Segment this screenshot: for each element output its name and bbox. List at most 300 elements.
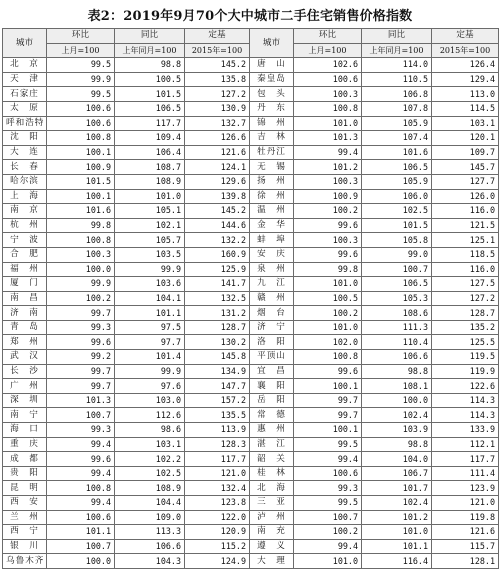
city-cell: 南 充 <box>250 525 294 540</box>
city-cell: 南 京 <box>3 204 47 219</box>
base-cell: 128.7 <box>432 306 499 321</box>
base-cell: 127.5 <box>432 277 499 292</box>
mom-cell: 100.0 <box>47 262 115 277</box>
city-cell: 海 口 <box>3 423 47 438</box>
base-cell: 127.2 <box>432 291 499 306</box>
table-row <box>3 277 499 292</box>
base-cell: 133.9 <box>432 423 499 438</box>
base-cell: 115.2 <box>185 539 250 554</box>
mom-cell: 99.3 <box>294 481 362 496</box>
mom-cell: 100.1 <box>47 189 115 204</box>
base-cell: 141.7 <box>185 277 250 292</box>
base-cell: 130.2 <box>185 335 250 350</box>
base-cell: 132.4 <box>185 481 250 496</box>
mom-cell: 99.3 <box>47 320 115 335</box>
yoy-cell: 103.1 <box>115 437 185 452</box>
city-cell: 泉 州 <box>250 262 294 277</box>
table-body <box>3 58 499 569</box>
header-city-right: 城市 <box>250 29 294 58</box>
table-row <box>3 466 499 481</box>
mom-cell: 99.6 <box>294 218 362 233</box>
base-cell: 122.6 <box>432 379 499 394</box>
city-cell: 哈尔滨 <box>3 174 47 189</box>
city-cell: 安 庆 <box>250 247 294 262</box>
table-row <box>3 481 499 496</box>
base-cell: 114.5 <box>432 101 499 116</box>
city-cell: 温 州 <box>250 204 294 219</box>
yoy-cell: 113.3 <box>115 525 185 540</box>
header-city-left: 城市 <box>3 29 47 58</box>
mom-cell: 100.6 <box>47 510 115 525</box>
table-row <box>3 218 499 233</box>
yoy-cell: 108.1 <box>362 379 432 394</box>
city-cell: 大 理 <box>250 554 294 569</box>
city-cell: 贵 阳 <box>3 466 47 481</box>
city-cell: 三 亚 <box>250 496 294 511</box>
mom-cell: 100.8 <box>47 131 115 146</box>
base-cell: 117.7 <box>432 452 499 467</box>
base-cell: 145.8 <box>185 350 250 365</box>
city-cell: 合 肥 <box>3 247 47 262</box>
base-cell: 118.5 <box>432 247 499 262</box>
base-cell: 124.1 <box>185 160 250 175</box>
base-cell: 160.9 <box>185 247 250 262</box>
base-cell: 115.7 <box>432 539 499 554</box>
mom-cell: 99.4 <box>294 539 362 554</box>
base-cell: 127.7 <box>432 174 499 189</box>
city-cell: 南 昌 <box>3 291 47 306</box>
mom-cell: 99.8 <box>294 262 362 277</box>
table-row <box>3 87 499 102</box>
yoy-cell: 110.5 <box>362 72 432 87</box>
city-cell: 天 津 <box>3 72 47 87</box>
header-yoy-right: 同比 <box>362 29 432 44</box>
city-cell: 吉 林 <box>250 131 294 146</box>
yoy-cell: 98.8 <box>362 437 432 452</box>
mom-cell: 99.2 <box>47 350 115 365</box>
city-cell: 北 海 <box>250 481 294 496</box>
table-row <box>3 510 499 525</box>
mom-cell: 100.7 <box>294 510 362 525</box>
table-row <box>3 204 499 219</box>
mom-cell: 99.7 <box>47 306 115 321</box>
mom-cell: 100.9 <box>47 160 115 175</box>
city-cell: 包 头 <box>250 87 294 102</box>
city-cell: 银 川 <box>3 539 47 554</box>
city-cell: 昆 明 <box>3 481 47 496</box>
mom-cell: 101.5 <box>47 174 115 189</box>
base-cell: 120.1 <box>432 131 499 146</box>
price-index-table <box>2 28 499 569</box>
header-base-sub-right: 2015年=100 <box>432 43 499 58</box>
yoy-cell: 108.9 <box>115 481 185 496</box>
base-cell: 121.5 <box>432 218 499 233</box>
mom-cell: 102.6 <box>294 58 362 73</box>
table-row <box>3 350 499 365</box>
mom-cell: 100.6 <box>47 101 115 116</box>
yoy-cell: 100.0 <box>362 393 432 408</box>
base-cell: 128.7 <box>185 320 250 335</box>
city-cell: 岳 阳 <box>250 393 294 408</box>
yoy-cell: 101.5 <box>115 87 185 102</box>
mom-cell: 100.7 <box>47 408 115 423</box>
yoy-cell: 109.0 <box>115 510 185 525</box>
mom-cell: 100.8 <box>47 233 115 248</box>
mom-cell: 99.5 <box>294 496 362 511</box>
city-cell: 济 宁 <box>250 320 294 335</box>
city-cell: 呼和浩特 <box>3 116 47 131</box>
base-cell: 125.5 <box>432 335 499 350</box>
mom-cell: 100.2 <box>294 204 362 219</box>
base-cell: 117.7 <box>185 452 250 467</box>
city-cell: 赣 州 <box>250 291 294 306</box>
header-base-left: 定基 <box>185 29 250 44</box>
table-title: 表2：2019年9月70个大中城市二手住宅销售价格指数 <box>87 9 413 24</box>
header-base-right: 定基 <box>432 29 499 44</box>
mom-cell: 99.4 <box>47 437 115 452</box>
base-cell: 123.8 <box>185 496 250 511</box>
base-cell: 129.6 <box>185 174 250 189</box>
city-cell: 蚌 埠 <box>250 233 294 248</box>
base-cell: 119.9 <box>432 364 499 379</box>
mom-cell: 99.6 <box>47 335 115 350</box>
city-cell: 洛 阳 <box>250 335 294 350</box>
city-cell: 成 都 <box>3 452 47 467</box>
mom-cell: 100.1 <box>294 423 362 438</box>
city-cell: 兰 州 <box>3 510 47 525</box>
base-cell: 132.5 <box>185 291 250 306</box>
header-mom-left: 环比 <box>47 29 115 44</box>
table-row <box>3 145 499 160</box>
table-row <box>3 408 499 423</box>
yoy-cell: 101.1 <box>115 306 185 321</box>
mom-cell: 99.5 <box>47 87 115 102</box>
city-cell: 郑 州 <box>3 335 47 350</box>
base-cell: 121.6 <box>185 145 250 160</box>
base-cell: 113.9 <box>185 423 250 438</box>
base-cell: 126.4 <box>432 58 499 73</box>
city-cell: 宜 昌 <box>250 364 294 379</box>
city-cell: 唐 山 <box>250 58 294 73</box>
base-cell: 135.2 <box>432 320 499 335</box>
city-cell: 上 海 <box>3 189 47 204</box>
table-row <box>3 525 499 540</box>
city-cell: 重 庆 <box>3 437 47 452</box>
base-cell: 130.9 <box>185 101 250 116</box>
yoy-cell: 104.1 <box>115 291 185 306</box>
mom-cell: 100.2 <box>47 291 115 306</box>
mom-cell: 100.1 <box>294 379 362 394</box>
yoy-cell: 106.5 <box>362 160 432 175</box>
base-cell: 134.9 <box>185 364 250 379</box>
yoy-cell: 101.4 <box>115 350 185 365</box>
mom-cell: 99.9 <box>47 277 115 292</box>
mom-cell: 99.5 <box>47 58 115 73</box>
yoy-cell: 105.1 <box>115 204 185 219</box>
mom-cell: 100.2 <box>294 525 362 540</box>
base-cell: 103.1 <box>432 116 499 131</box>
table-row <box>3 101 499 116</box>
base-cell: 128.3 <box>185 437 250 452</box>
base-cell: 124.9 <box>185 554 250 569</box>
base-cell: 145.2 <box>185 204 250 219</box>
mom-cell: 102.0 <box>294 335 362 350</box>
yoy-cell: 106.7 <box>362 466 432 481</box>
mom-cell: 100.8 <box>47 481 115 496</box>
yoy-cell: 104.3 <box>115 554 185 569</box>
yoy-cell: 111.3 <box>362 320 432 335</box>
yoy-cell: 99.9 <box>115 262 185 277</box>
header-yoy-sub-right: 上年同月=100 <box>362 43 432 58</box>
mom-cell: 100.8 <box>294 350 362 365</box>
table-header <box>3 29 499 58</box>
city-cell: 乌鲁木齐 <box>3 554 47 569</box>
city-cell: 南 宁 <box>3 408 47 423</box>
mom-cell: 99.3 <box>47 423 115 438</box>
table-row <box>3 393 499 408</box>
yoy-cell: 116.4 <box>362 554 432 569</box>
city-cell: 宁 波 <box>3 233 47 248</box>
yoy-cell: 101.5 <box>362 218 432 233</box>
mom-cell: 100.0 <box>47 554 115 569</box>
yoy-cell: 106.8 <box>362 87 432 102</box>
yoy-cell: 110.4 <box>362 335 432 350</box>
yoy-cell: 102.2 <box>115 452 185 467</box>
header-mom-right: 环比 <box>294 29 362 44</box>
city-cell: 惠 州 <box>250 423 294 438</box>
city-cell: 扬 州 <box>250 174 294 189</box>
city-cell: 泸 州 <box>250 510 294 525</box>
base-cell: 120.9 <box>185 525 250 540</box>
base-cell: 157.2 <box>185 393 250 408</box>
city-cell: 广 州 <box>3 379 47 394</box>
header-base-sub-left: 2015年=100 <box>185 43 250 58</box>
table-row <box>3 335 499 350</box>
yoy-cell: 102.4 <box>362 496 432 511</box>
yoy-cell: 117.7 <box>115 116 185 131</box>
table-row <box>3 539 499 554</box>
city-cell: 杭 州 <box>3 218 47 233</box>
table-row <box>3 291 499 306</box>
yoy-cell: 101.0 <box>362 525 432 540</box>
table-row <box>3 496 499 511</box>
table-row <box>3 364 499 379</box>
mom-cell: 100.3 <box>47 247 115 262</box>
yoy-cell: 106.5 <box>115 101 185 116</box>
yoy-cell: 99.9 <box>115 364 185 379</box>
mom-cell: 99.4 <box>47 466 115 481</box>
yoy-cell: 103.6 <box>115 277 185 292</box>
mom-cell: 101.3 <box>47 393 115 408</box>
table-row <box>3 379 499 394</box>
yoy-cell: 108.7 <box>115 160 185 175</box>
mom-cell: 100.6 <box>294 466 362 481</box>
base-cell: 121.6 <box>432 525 499 540</box>
base-cell: 129.4 <box>432 72 499 87</box>
mom-cell: 101.0 <box>294 554 362 569</box>
city-cell: 烟 台 <box>250 306 294 321</box>
city-cell: 丹 东 <box>250 101 294 116</box>
base-cell: 112.1 <box>432 437 499 452</box>
mom-cell: 100.8 <box>294 101 362 116</box>
city-cell: 石家庄 <box>3 87 47 102</box>
table-row <box>3 247 499 262</box>
yoy-cell: 104.4 <box>115 496 185 511</box>
base-cell: 122.0 <box>185 510 250 525</box>
city-cell: 太 原 <box>3 101 47 116</box>
city-cell: 秦皇岛 <box>250 72 294 87</box>
city-cell: 锦 州 <box>250 116 294 131</box>
table-row <box>3 423 499 438</box>
city-cell: 牡丹江 <box>250 145 294 160</box>
base-cell: 139.8 <box>185 189 250 204</box>
base-cell: 114.3 <box>432 393 499 408</box>
base-cell: 132.7 <box>185 116 250 131</box>
mom-cell: 99.4 <box>294 452 362 467</box>
base-cell: 145.7 <box>432 160 499 175</box>
mom-cell: 100.3 <box>294 233 362 248</box>
table-row <box>3 554 499 569</box>
mom-cell: 100.1 <box>47 145 115 160</box>
base-cell: 119.8 <box>432 510 499 525</box>
yoy-cell: 105.8 <box>362 233 432 248</box>
yoy-cell: 105.7 <box>115 233 185 248</box>
city-cell: 西 安 <box>3 496 47 511</box>
city-cell: 武 汉 <box>3 350 47 365</box>
mom-cell: 100.6 <box>294 72 362 87</box>
city-cell: 湛 江 <box>250 437 294 452</box>
yoy-cell: 107.4 <box>362 131 432 146</box>
base-cell: 125.1 <box>432 233 499 248</box>
yoy-cell: 97.7 <box>115 335 185 350</box>
base-cell: 126.6 <box>185 131 250 146</box>
base-cell: 116.0 <box>432 262 499 277</box>
header-mom-sub-right: 上月=100 <box>294 43 362 58</box>
mom-cell: 101.6 <box>47 204 115 219</box>
yoy-cell: 109.4 <box>115 131 185 146</box>
city-cell: 长 沙 <box>3 364 47 379</box>
table-row <box>3 262 499 277</box>
mom-cell: 100.2 <box>294 306 362 321</box>
mom-cell: 99.6 <box>294 364 362 379</box>
city-cell: 无 锡 <box>250 160 294 175</box>
mom-cell: 100.5 <box>294 291 362 306</box>
table-row <box>3 72 499 87</box>
base-cell: 135.8 <box>185 72 250 87</box>
mom-cell: 101.3 <box>294 131 362 146</box>
mom-cell: 101.0 <box>294 116 362 131</box>
yoy-cell: 107.8 <box>362 101 432 116</box>
yoy-cell: 112.6 <box>115 408 185 423</box>
base-cell: 131.2 <box>185 306 250 321</box>
city-cell: 西 宁 <box>3 525 47 540</box>
city-cell: 平顶山 <box>250 350 294 365</box>
city-cell: 徐 州 <box>250 189 294 204</box>
city-cell: 长 春 <box>3 160 47 175</box>
city-cell: 福 州 <box>3 262 47 277</box>
yoy-cell: 100.7 <box>362 262 432 277</box>
table-row <box>3 116 499 131</box>
base-cell: 121.0 <box>185 466 250 481</box>
yoy-cell: 98.8 <box>362 364 432 379</box>
city-cell: 韶 关 <box>250 452 294 467</box>
base-cell: 144.6 <box>185 218 250 233</box>
table-row <box>3 174 499 189</box>
mom-cell: 99.7 <box>294 408 362 423</box>
base-cell: 123.9 <box>432 481 499 496</box>
yoy-cell: 108.6 <box>362 306 432 321</box>
city-cell: 厦 门 <box>3 277 47 292</box>
yoy-cell: 104.0 <box>362 452 432 467</box>
yoy-cell: 97.5 <box>115 320 185 335</box>
yoy-cell: 103.9 <box>362 423 432 438</box>
yoy-cell: 106.5 <box>362 277 432 292</box>
table-row <box>3 452 499 467</box>
header-yoy-left: 同比 <box>115 29 185 44</box>
base-cell: 145.2 <box>185 58 250 73</box>
table-row <box>3 233 499 248</box>
yoy-cell: 97.6 <box>115 379 185 394</box>
yoy-cell: 102.1 <box>115 218 185 233</box>
table-row <box>3 306 499 321</box>
base-cell: 135.5 <box>185 408 250 423</box>
yoy-cell: 100.5 <box>115 72 185 87</box>
yoy-cell: 98.6 <box>115 423 185 438</box>
mom-cell: 99.9 <box>47 72 115 87</box>
base-cell: 147.7 <box>185 379 250 394</box>
mom-cell: 100.9 <box>294 189 362 204</box>
mom-cell: 101.0 <box>294 320 362 335</box>
header-mom-sub-left: 上月=100 <box>47 43 115 58</box>
table-row <box>3 189 499 204</box>
base-cell: 119.5 <box>432 350 499 365</box>
table-row <box>3 131 499 146</box>
yoy-cell: 105.9 <box>362 174 432 189</box>
mom-cell: 99.4 <box>294 145 362 160</box>
yoy-cell: 106.0 <box>362 189 432 204</box>
city-cell: 济 南 <box>3 306 47 321</box>
base-cell: 128.1 <box>432 554 499 569</box>
city-cell: 遵 义 <box>250 539 294 554</box>
yoy-cell: 103.5 <box>115 247 185 262</box>
mom-cell: 101.0 <box>294 277 362 292</box>
city-cell: 桂 林 <box>250 466 294 481</box>
yoy-cell: 102.5 <box>362 204 432 219</box>
mom-cell: 99.5 <box>294 437 362 452</box>
base-cell: 121.0 <box>432 496 499 511</box>
yoy-cell: 102.4 <box>362 408 432 423</box>
mom-cell: 100.3 <box>294 87 362 102</box>
mom-cell: 101.1 <box>47 525 115 540</box>
mom-cell: 99.4 <box>47 496 115 511</box>
base-cell: 125.9 <box>185 262 250 277</box>
city-cell: 常 德 <box>250 408 294 423</box>
yoy-cell: 106.4 <box>115 145 185 160</box>
yoy-cell: 105.9 <box>362 116 432 131</box>
yoy-cell: 101.1 <box>362 539 432 554</box>
yoy-cell: 98.8 <box>115 58 185 73</box>
city-cell: 襄 阳 <box>250 379 294 394</box>
yoy-cell: 106.6 <box>115 539 185 554</box>
header-yoy-sub-left: 上年同月=100 <box>115 43 185 58</box>
mom-cell: 99.6 <box>294 247 362 262</box>
yoy-cell: 114.0 <box>362 58 432 73</box>
yoy-cell: 108.9 <box>115 174 185 189</box>
base-cell: 132.2 <box>185 233 250 248</box>
mom-cell: 99.7 <box>294 393 362 408</box>
mom-cell: 99.7 <box>47 364 115 379</box>
mom-cell: 99.8 <box>47 218 115 233</box>
